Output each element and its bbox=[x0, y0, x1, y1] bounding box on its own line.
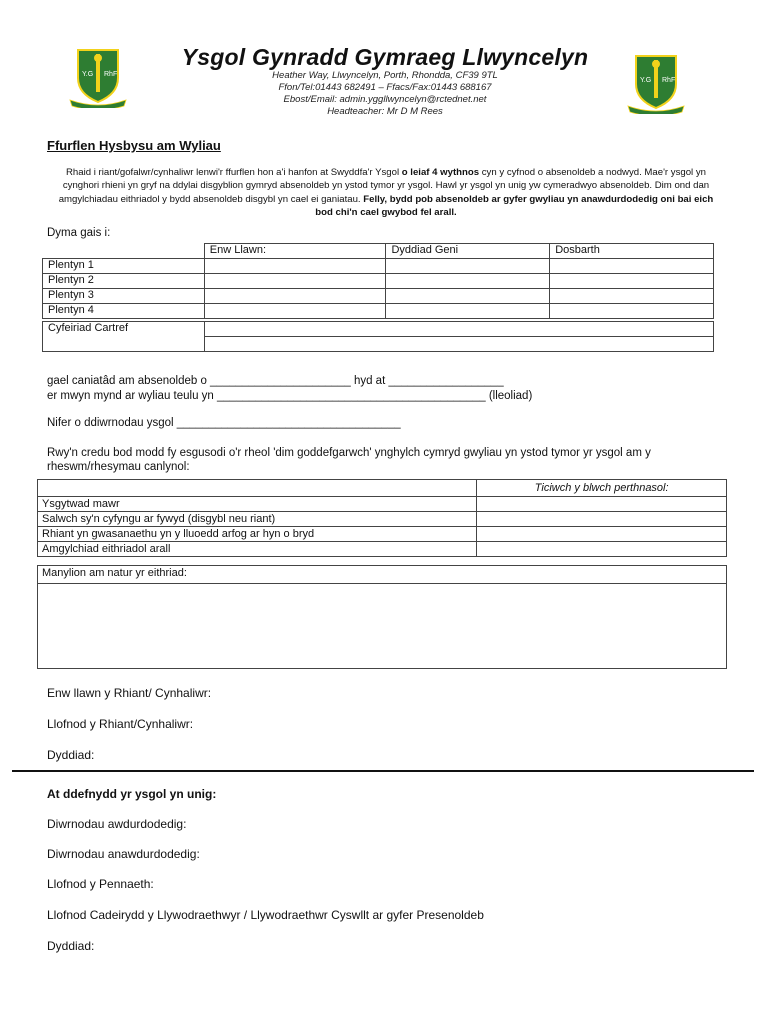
request-label: Dyma gais i: bbox=[47, 227, 111, 239]
reason-label: Ysgytwad mawr bbox=[38, 497, 477, 512]
unauthorised-days-label: Diwrnodau anawdurdodedig: bbox=[47, 847, 200, 861]
home-address-label: Cyfeiriad Cartref bbox=[43, 322, 205, 352]
reason-line: er mwyn mynd ar wyliau teulu yn __________________________________________ (lleoliad) bbox=[47, 390, 533, 402]
home-address-field-2[interactable] bbox=[204, 337, 713, 352]
parent-signature-label: Llofnod y Rhiant/Cynhaliwr: bbox=[47, 717, 194, 731]
col-header-dob: Dyddiad Geni bbox=[386, 244, 550, 259]
school-use-heading: At ddefnydd yr ysgol yn unig: bbox=[47, 787, 217, 801]
reason-1-checkbox[interactable] bbox=[477, 497, 727, 512]
intro-paragraph bbox=[56, 166, 716, 219]
child-label: Plentyn 2 bbox=[43, 274, 205, 289]
table-row bbox=[38, 527, 727, 542]
reason-3-checkbox[interactable] bbox=[477, 527, 727, 542]
headteacher: Headteacher: Mr D M Rees bbox=[327, 106, 443, 117]
table-row bbox=[38, 542, 727, 557]
child-1-name-field[interactable] bbox=[204, 259, 386, 274]
intro-text-2: cyn y cyfnod o absenoldeb a nodwyd. Mae'r ysgol yn cynghori rhieni yn gryf na ddylai disgyblion gymryd absenoldeb yn ystod tymor yr ysgol. Hawl yr ysgol yn unig yw cymeradwyo absenoldeb. Dim ond dan amgylchiadau eithriadol y bydd absenoldeb disgybl yn cael ei ganiatau. bbox=[58, 167, 710, 205]
child-label: Plentyn 3 bbox=[43, 289, 205, 304]
child-3-name-field[interactable] bbox=[204, 289, 386, 304]
head-signature-label: Llofnod y Pennaeth: bbox=[47, 877, 154, 891]
details-box bbox=[37, 565, 727, 669]
child-2-dob-field[interactable] bbox=[386, 274, 550, 289]
reason-label: Rhiant yn gwasanaethu yn y lluoedd arfog ar hyn o bryd bbox=[38, 527, 477, 542]
table-row bbox=[43, 259, 714, 274]
child-4-class-field[interactable] bbox=[550, 304, 714, 319]
home-address-field-1[interactable] bbox=[204, 322, 713, 337]
child-3-class-field[interactable] bbox=[550, 289, 714, 304]
intro-bold-1: o leiaf 4 wythnos bbox=[401, 167, 480, 178]
reason-label: Amgylchiad eithriadol arall bbox=[38, 542, 477, 557]
child-4-name-field[interactable] bbox=[204, 304, 386, 319]
believe-text: Rwy'n credu bod modd fy esgusodi o'r rheol 'dim goddefgarwch' ynghylch cymryd gwyliau yn ystod tymor yr ysgol am y rheswm/rhesymau canlynol: bbox=[47, 447, 651, 473]
table-row bbox=[43, 274, 714, 289]
governor-signature-label: Llofnod Cadeirydd y Llywodraethwyr / Llywodraethwr Cyswllt ar gyfer Presenoldeb bbox=[47, 908, 484, 922]
crest-left-text-2: RhF bbox=[104, 71, 118, 78]
table-row bbox=[43, 289, 714, 304]
tick-header-row bbox=[38, 480, 727, 497]
intro-bold-2: Felly, bydd pob absenoldeb ar gyfer gwyliau yn anawdurdodedig oni bai eich bod chi'n cael gwybod fel arall. bbox=[315, 193, 714, 218]
authorised-days-label: Diwrnodau awdurdodedig: bbox=[47, 817, 187, 831]
section-divider bbox=[12, 770, 754, 772]
children-table bbox=[42, 243, 714, 352]
school-use-date-label: Dyddiad: bbox=[47, 939, 95, 953]
table-row bbox=[43, 304, 714, 319]
crest-right-text-2: RhF bbox=[662, 77, 676, 84]
table-header-row bbox=[43, 244, 714, 259]
child-label: Plentyn 1 bbox=[43, 259, 205, 274]
col-header-class: Dosbarth bbox=[550, 244, 714, 259]
permission-line: gael caniatâd am absenoldeb o ______________________ hyd at __________________ bbox=[47, 375, 504, 387]
home-address-row bbox=[43, 322, 714, 337]
child-label: Plentyn 4 bbox=[43, 304, 205, 319]
form-heading: Ffurflen Hysbysu am Wyliau bbox=[47, 138, 221, 153]
reason-2-checkbox[interactable] bbox=[477, 512, 727, 527]
details-field[interactable] bbox=[38, 584, 726, 670]
table-row bbox=[38, 512, 727, 527]
child-2-name-field[interactable] bbox=[204, 274, 386, 289]
school-address: Heather Way, Llwyncelyn, Porth, Rhondda, CF39 9TL bbox=[272, 70, 498, 81]
child-2-class-field[interactable] bbox=[550, 274, 714, 289]
crest-right-text: Y.G bbox=[640, 77, 652, 84]
col-header-full-name: Enw Llawn: bbox=[204, 244, 386, 259]
parent-date-label: Dyddiad: bbox=[47, 748, 95, 762]
school-email: Ebost/Email: admin.yggllwyncelyn@rctednet.net bbox=[283, 94, 487, 105]
crest-left-text: Y.G bbox=[82, 71, 94, 78]
table-row bbox=[38, 497, 727, 512]
child-1-class-field[interactable] bbox=[550, 259, 714, 274]
details-label: Manylion am natur yr eithriad: bbox=[38, 566, 726, 584]
child-3-dob-field[interactable] bbox=[386, 289, 550, 304]
reasons-table bbox=[37, 479, 727, 557]
intro-text-1: Rhaid i riant/gofalwr/cynhaliwr lenwi'r ffurflen hon a'i hanfon at Swyddfa'r Ysgol bbox=[66, 167, 402, 178]
child-1-dob-field[interactable] bbox=[386, 259, 550, 274]
school-days-line: Nifer o ddiwrnodau ysgol ___________________________________ bbox=[47, 417, 401, 429]
school-name: Ysgol Gynradd Gymraeg Llwyncelyn bbox=[181, 44, 589, 70]
school-phone: Ffon/Tel:01443 682491 – Ffacs/Fax:01443 688167 bbox=[278, 82, 492, 93]
child-4-dob-field[interactable] bbox=[386, 304, 550, 319]
reason-4-checkbox[interactable] bbox=[477, 542, 727, 557]
reason-label: Salwch sy'n cyfyngu ar fywyd (disgybl neu riant) bbox=[38, 512, 477, 527]
tick-header: Ticiwch y blwch perthnasol: bbox=[477, 480, 727, 497]
parent-name-label: Enw llawn y Rhiant/ Cynhaliwr: bbox=[47, 686, 212, 700]
